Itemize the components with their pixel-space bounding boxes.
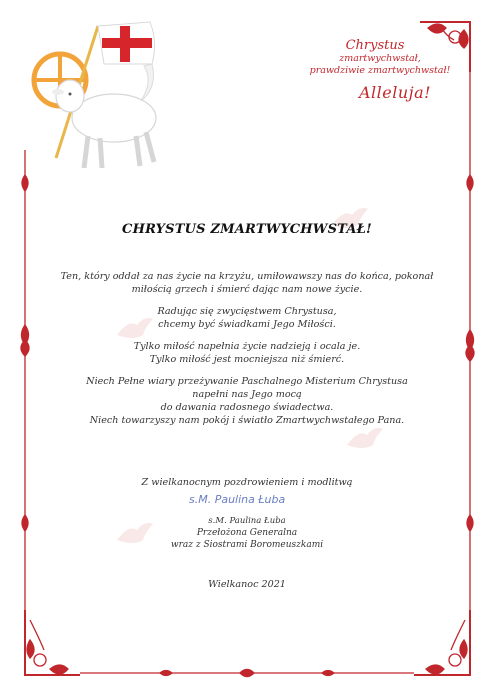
signer-info: [0, 515, 494, 551]
letter-date: Wielkanoc 2021: [208, 579, 286, 590]
signature-text: s.M. Paulina Łuba: [189, 493, 286, 506]
text-line: Tylko miłość napełnia życie nadzieją i ocala je.: [133, 341, 361, 352]
paragraph: [40, 305, 454, 331]
greeting-alleluja: Alleluja!: [358, 83, 432, 102]
text-line: Niech towarzyszy nam pokój i światło Zmartwychwstałego Pana.: [89, 415, 405, 426]
text-line: chcemy być świadkami Jego Miłości.: [158, 319, 336, 330]
greeting-line: zmartwychwstał,: [339, 53, 421, 64]
signer-title: Przełożona Generalna: [196, 528, 298, 538]
easter-lamb-icon: [28, 18, 178, 178]
text-line: Tylko miłość jest mocniejsza niż śmierć.: [149, 354, 345, 365]
easter-greeting: [300, 38, 460, 102]
greeting-line: prawdziwie zmartwychwstał!: [309, 65, 451, 76]
letter-title: CHRYSTUS ZMARTWYCHWSTAŁ!: [122, 222, 372, 237]
paragraph: [40, 375, 454, 427]
paragraph: [40, 340, 454, 366]
paragraph: [40, 270, 454, 296]
text-line: Ten, który oddał za nas życie na krzyżu, umiłowawszy nas do końca, pokonał: [60, 271, 434, 282]
text-line: Niech Pełne wiary przeżywanie Paschalnego Misterium Chrystusa: [86, 376, 408, 387]
text-line: miłością grzech i śmierć dając nam nowe życie.: [131, 284, 363, 295]
signer-name: s.M. Paulina Łuba: [208, 516, 286, 526]
text-line: do dawania radosnego świadectwa.: [160, 402, 334, 413]
greeting-line: Chrystus: [345, 38, 405, 53]
text-line: Radując się zwycięstwem Chrystusa,: [157, 306, 337, 317]
handwritten-signature: [185, 487, 315, 509]
text-line: napełni nas Jego mocą: [192, 389, 302, 400]
closing-line: Z wielkanocnym pozdrowieniem i modlitwą: [141, 477, 353, 488]
letter-body: [40, 270, 454, 436]
signer-group: wraz z Siostrami Boromeuszkami: [170, 540, 324, 550]
